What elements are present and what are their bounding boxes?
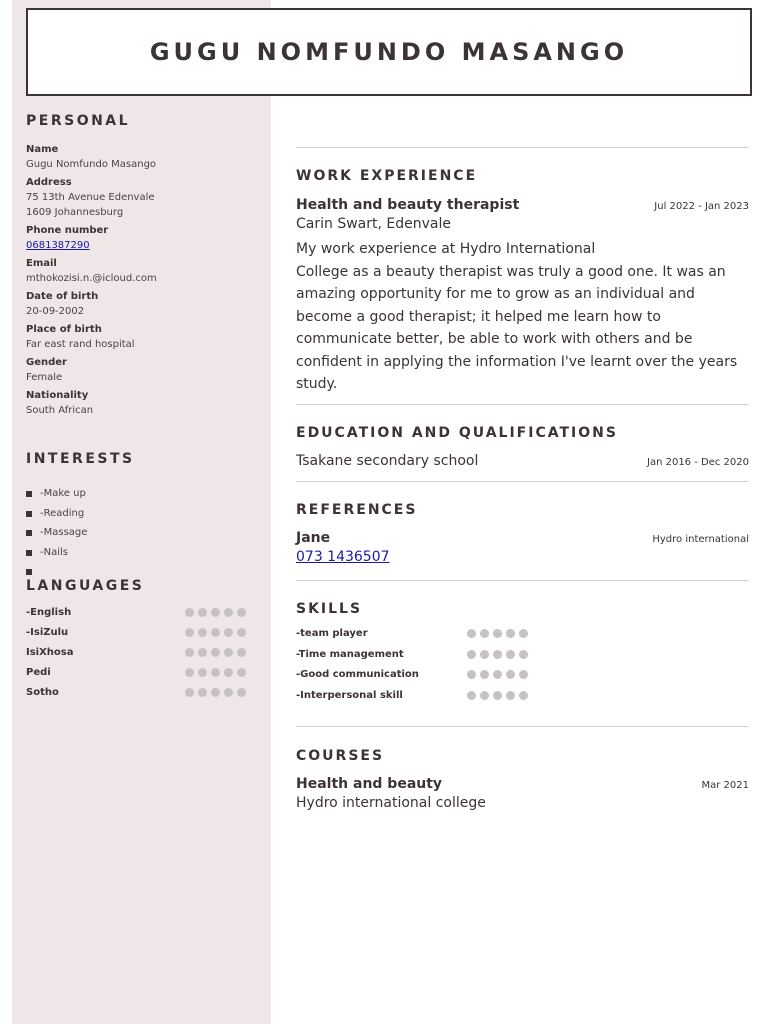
name-header [26, 8, 752, 96]
rating-dot [237, 608, 246, 617]
field-phone: Phone number 0681387290 [26, 224, 256, 253]
work-description: My work experience at Hydro International College as a beauty therapist was truly a good one. It was an amazing opportunity for me to grow as an individual and become a good therapist; it helped me learn how to communicate better, be able to work with others and be confident in applying the information I've learnt over the years study. [296, 241, 738, 392]
field-pob: Place of birth Far east rand hospital [26, 324, 135, 350]
rating-dot [185, 668, 194, 677]
rating-dot [519, 650, 528, 659]
divider [296, 580, 749, 581]
rating-dot [480, 650, 489, 659]
reference-phone-link[interactable]: 073 1436507 [296, 549, 390, 565]
rating-dot [467, 691, 476, 700]
language-name: IsiXhosa [26, 646, 74, 658]
education-section [296, 425, 749, 469]
rating-dot [224, 648, 233, 657]
rating-dots [467, 650, 528, 659]
languages-title: LANGUAGES [26, 578, 145, 594]
skill-name: -Time management [296, 648, 404, 660]
education-dates: Jan 2016 - Dec 2020 [647, 457, 749, 468]
courses-title: COURSES [296, 748, 385, 764]
work-title: WORK EXPERIENCE [296, 168, 478, 184]
work-section [296, 168, 749, 396]
course-name: Health and beauty [296, 776, 443, 792]
rating-dots [185, 628, 246, 637]
divider [296, 726, 749, 727]
rating-dot [224, 668, 233, 677]
skill-row [296, 623, 749, 644]
bullet-icon [26, 511, 32, 517]
language-row [26, 682, 246, 702]
field-address: Address 75 13th Avenue Edenvale 1609 Johannesburg [26, 177, 155, 218]
rating-dot [493, 650, 502, 659]
field-name: Name Gugu Nomfundo Masango [26, 144, 157, 170]
language-row [26, 602, 246, 622]
rating-dot [211, 668, 220, 677]
language-list [26, 602, 246, 702]
rating-dot [185, 648, 194, 657]
rating-dot [493, 629, 502, 638]
language-row [26, 642, 246, 662]
reference-entry [296, 530, 749, 546]
rating-dot [198, 648, 207, 657]
language-name: -English [26, 606, 72, 618]
field-dob: Date of birth 20-09-2002 [26, 291, 99, 317]
rating-dot [237, 648, 246, 657]
rating-dot [198, 628, 207, 637]
references-title: REFERENCES [296, 502, 418, 518]
bullet-icon [26, 550, 32, 556]
list-item: -Massage [26, 523, 256, 543]
education-title: EDUCATION AND QUALIFICATIONS [296, 425, 618, 441]
rating-dot [519, 691, 528, 700]
skill-name: -team player [296, 627, 368, 639]
skills-section [296, 601, 749, 706]
rating-dot [493, 670, 502, 679]
rating-dot [467, 650, 476, 659]
skill-row [296, 664, 749, 685]
field-nationality: Nationality South African [26, 390, 94, 416]
rating-dot [467, 670, 476, 679]
bullet-icon [26, 491, 32, 497]
rating-dot [506, 670, 515, 679]
field-email: Email mthokozisi.n.@icloud.com [26, 258, 157, 284]
rating-dots [185, 668, 246, 677]
reference-org: Hydro international [652, 534, 749, 545]
rating-dots [467, 691, 528, 700]
work-dates: Jul 2022 - Jan 2023 [654, 201, 749, 212]
rating-dots [185, 648, 246, 657]
bullet-icon [26, 530, 32, 536]
skill-list [296, 623, 749, 706]
rating-dot [480, 691, 489, 700]
rating-dot [185, 608, 194, 617]
rating-dot [224, 628, 233, 637]
work-employer: Carin Swart, Edenvale [296, 216, 451, 232]
rating-dot [237, 688, 246, 697]
phone-link[interactable]: 0681387290 [26, 240, 90, 251]
rating-dot [211, 688, 220, 697]
course-school: Hydro international college [296, 795, 486, 811]
personal-title: PERSONAL [26, 113, 131, 129]
rating-dot [198, 668, 207, 677]
skill-name: -Interpersonal skill [296, 689, 403, 701]
courses-section [296, 748, 749, 811]
language-name: Pedi [26, 666, 51, 678]
full-name: GUGU NOMFUNDO MASANGO [149, 38, 629, 66]
rating-dot [480, 670, 489, 679]
divider [296, 404, 749, 405]
list-item: -Nails [26, 543, 256, 563]
work-role: Health and beauty therapist [296, 197, 520, 213]
rating-dot [211, 628, 220, 637]
rating-dots [185, 608, 246, 617]
interests-section [26, 451, 256, 562]
rating-dot [506, 650, 515, 659]
rating-dot [224, 688, 233, 697]
skill-name: -Good communication [296, 669, 419, 681]
list-item: -Reading [26, 504, 256, 524]
rating-dots [467, 629, 528, 638]
school-name: Tsakane secondary school [296, 453, 479, 469]
divider [296, 147, 749, 148]
rating-dot [480, 629, 489, 638]
personal-section [26, 113, 256, 418]
rating-dot [211, 648, 220, 657]
bullet-icon [26, 569, 32, 575]
rating-dot [506, 691, 515, 700]
language-name: Sotho [26, 686, 59, 698]
divider [296, 481, 749, 482]
references-section [296, 502, 749, 565]
rating-dot [493, 691, 502, 700]
rating-dot [198, 608, 207, 617]
skill-row [296, 644, 749, 665]
skill-row [296, 685, 749, 706]
language-name: -IsiZulu [26, 626, 69, 638]
language-row [26, 622, 246, 642]
language-row [26, 662, 246, 682]
field-gender: Gender Female [26, 357, 67, 383]
languages-section [26, 578, 246, 702]
education-entry [296, 453, 749, 469]
rating-dot [211, 608, 220, 617]
rating-dot [185, 688, 194, 697]
rating-dot [506, 629, 515, 638]
course-entry [296, 776, 749, 792]
rating-dot [185, 628, 194, 637]
rating-dot [237, 668, 246, 677]
rating-dots [467, 670, 528, 679]
interests-title: INTERESTS [26, 451, 135, 467]
skills-title: SKILLS [296, 601, 363, 617]
rating-dot [198, 688, 207, 697]
rating-dot [519, 629, 528, 638]
rating-dot [237, 628, 246, 637]
rating-dot [467, 629, 476, 638]
work-entry-head [296, 197, 749, 213]
reference-name: Jane [296, 530, 331, 546]
rating-dot [519, 670, 528, 679]
course-date: Mar 2021 [701, 780, 749, 791]
list-item: -Make up [26, 484, 256, 504]
rating-dots [185, 688, 246, 697]
rating-dot [224, 608, 233, 617]
